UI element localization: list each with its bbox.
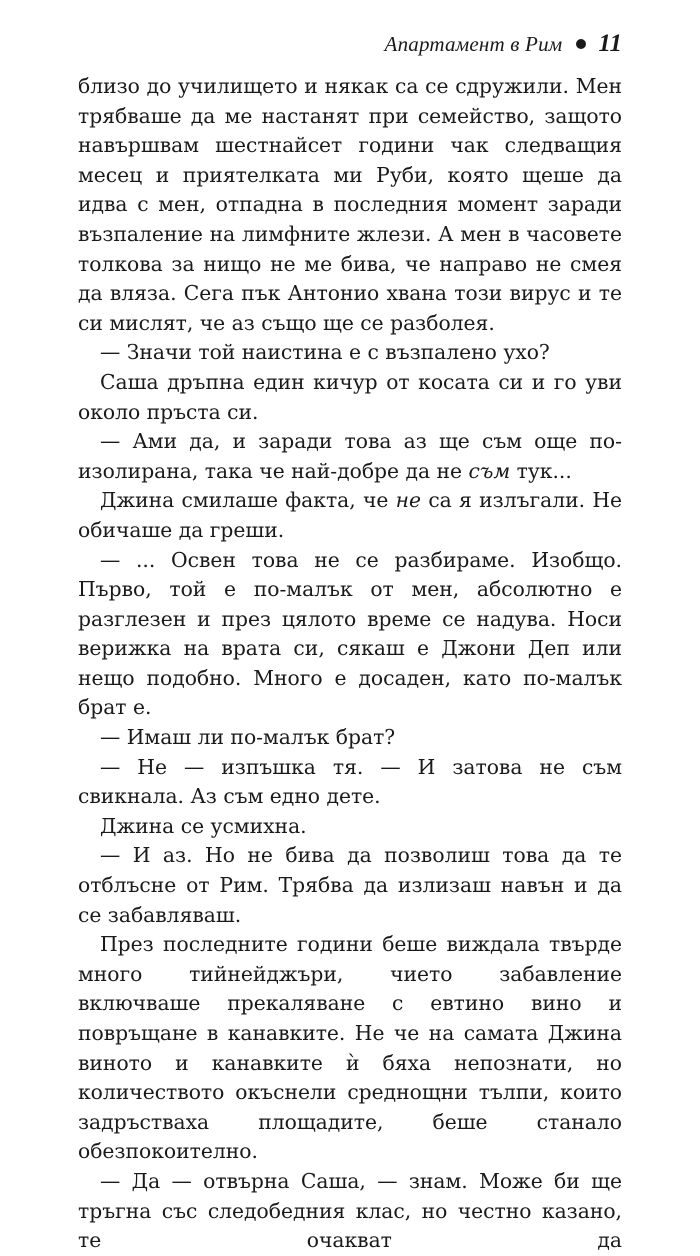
paragraph-text: Джина смилаше факта, че (100, 488, 396, 513)
paragraph-text: — ... Освен това не се разбираме. Изобщо. Първо, той е по-малък от мен, абсолютно е разглезен и през цялото време се надува. Носи верижка на врата си, сякаш е Джони Деп или нещо подобно. Много е досаден, като по-малък брат е. (78, 547, 622, 720)
bullet-separator (576, 39, 586, 49)
page-number: 11 (598, 30, 622, 57)
paragraph-text: — Не — изпъшка тя. — И затова не съм свикнала. Аз съм едно дете. (78, 754, 622, 809)
paragraph-text: са я излъгали. Не обичаше да греши. (78, 488, 623, 542)
paragraph-text: близо до училището и някак са се сдружили. Мен трябваше да ме настанят при семейство, защото навършвам шестнайсет години чак следващия месец и приятелката ми Руби, която щеше да идва с мен, отпадна в последния момент заради възпаление на лимфните жлези. А мен в часовете толкова за нищо не ме бива, че направо не смея да вляза. Сега пък Антонио хвана този вирус и те си мислят, че аз също ще се разболея. (78, 74, 622, 335)
paragraph-text: — Имаш ли по-малък брат? (100, 725, 396, 750)
paragraph (78, 486, 622, 545)
paragraph (78, 753, 622, 812)
paragraph (78, 427, 622, 486)
paragraph (78, 723, 622, 753)
paragraph (78, 930, 622, 1167)
paragraph (78, 546, 622, 724)
running-title: Апартамент в Рим (384, 32, 563, 56)
paragraph (78, 368, 622, 427)
paragraph-text: тук... (510, 458, 572, 483)
paragraph-text: — Да — отвърна Саша, — знам. Може би ще тръгна със следобедния клас, но честно казано, те очакват да (78, 1168, 622, 1253)
paragraph-text: Саша дръпна един кичур от косата си и го уви около пръста си. (78, 369, 622, 424)
paragraph-text: — Значи той наистина е с възпалено ухо? (100, 340, 550, 365)
paragraph-text: През последните години беше виждала твърде много тийнейджъри, чието забавление включваше прекаляване с евтино вино и повръщане в канавките. Не че на самата Джина виното и канавките ѝ бяха непознати, но количеството окъснели среднощни тълпи, които задръстваха площадите, беше станало обезпокоително. (78, 932, 622, 1164)
paragraph (78, 338, 622, 368)
paragraph (78, 72, 622, 338)
paragraph-text: — Ами да, и заради това аз ще съм още по-изолирана, така че най-добре да не (78, 429, 622, 483)
paragraph-text: — И аз. Но не бива да позволиш това да те отблъсне от Рим. Трябва да излизаш навън и да се забавляваш. (78, 843, 622, 927)
emphasized-text: съм (468, 458, 511, 483)
running-header (78, 30, 622, 60)
paragraph (78, 841, 622, 930)
emphasized-text: не (395, 488, 422, 513)
paragraph (78, 812, 622, 842)
paragraph-text: Джина се усмихна. (100, 813, 307, 838)
paragraph (78, 1167, 622, 1256)
book-page-text (78, 72, 622, 1256)
